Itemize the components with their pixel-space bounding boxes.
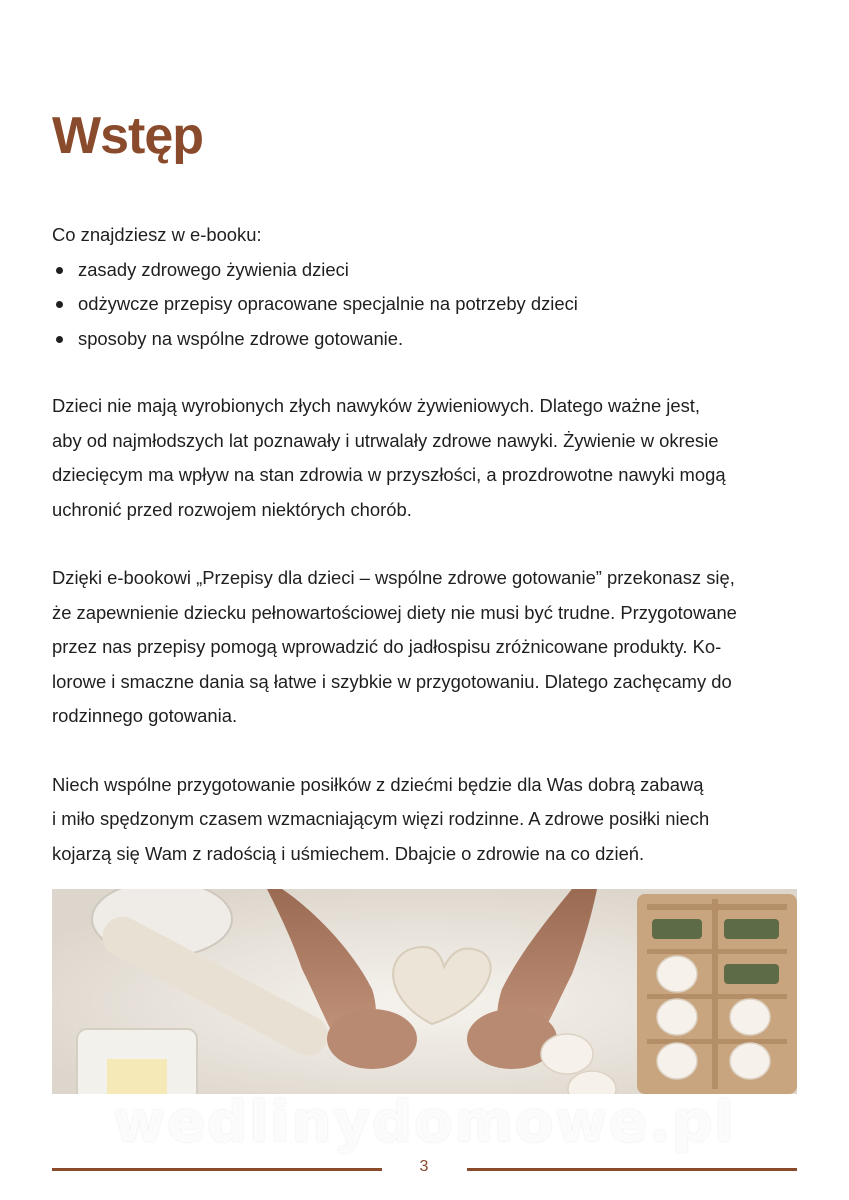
text-line: Dzięki e-bookowi „Przepisy dla dzieci – wspólne zdrowe gotowanie” przekonasz się, [52, 567, 735, 588]
footer-divider-right [467, 1168, 797, 1171]
page-number: 3 [419, 1158, 429, 1175]
footer-divider-left [52, 1168, 382, 1171]
text-line: lorowe i smaczne dania są łatwe i szybkie w przygotowaniu. Dlatego zachęcamy do [52, 670, 732, 692]
paragraph-1 [52, 389, 802, 527]
text-line: rodzinnego gotowania. [52, 705, 238, 726]
text-line: uchronić przed rozwojem niektórych chorób. [52, 498, 412, 520]
baking-photo [52, 889, 797, 1094]
text-line: Dzieci nie mają wyrobionych złych nawyków żywieniowych. Dlatego ważne jest, [52, 395, 701, 416]
page-title: Wstęp [52, 107, 203, 165]
text-line: przez nas przepisy pomogą wprowadzić do jadłospisu zróżnicowane produkty. Ko- [52, 636, 722, 657]
text-line: aby od najmłodszych lat poznawały i utrwalały zdrowe nawyki. Żywienie w okresie [52, 429, 719, 451]
text-line: i miło spędzonym czasem wzmacniającym więzi rodzinne. A zdrowe posiłki niech [52, 808, 710, 829]
watermark-text: wedlinydomowe.pl [113, 1090, 736, 1155]
intro-line: Co znajdziesz w e-booku: [52, 224, 262, 245]
text-line: że zapewnienie dziecku pełnowartościowej diety nie musi być trudne. Przygotowane [52, 601, 737, 623]
text-line: kojarzą się Wam z radością i uśmiechem. Dbajcie o zdrowie na co dzień. [52, 842, 645, 864]
list-item: odżywcze przepisy opracowane specjalnie na potrzeby dzieci [52, 287, 802, 322]
text-line: Niech wspólne przygotowanie posiłków z dziećmi będzie dla Was dobrą zabawą [52, 773, 704, 795]
list-item: sposoby na wspólne zdrowe gotowanie. [52, 322, 802, 357]
list-item: zasady zdrowego żywienia dzieci [52, 253, 802, 288]
feature-list [52, 253, 802, 357]
paragraph-3 [52, 768, 802, 872]
text-line: dziecięcym ma wpływ na stan zdrowia w przyszłości, a prozdrowotne nawyki mogą [52, 464, 726, 485]
body-content [52, 218, 802, 905]
paragraph-2 [52, 561, 802, 734]
baking-photo-illustration [52, 889, 797, 1094]
